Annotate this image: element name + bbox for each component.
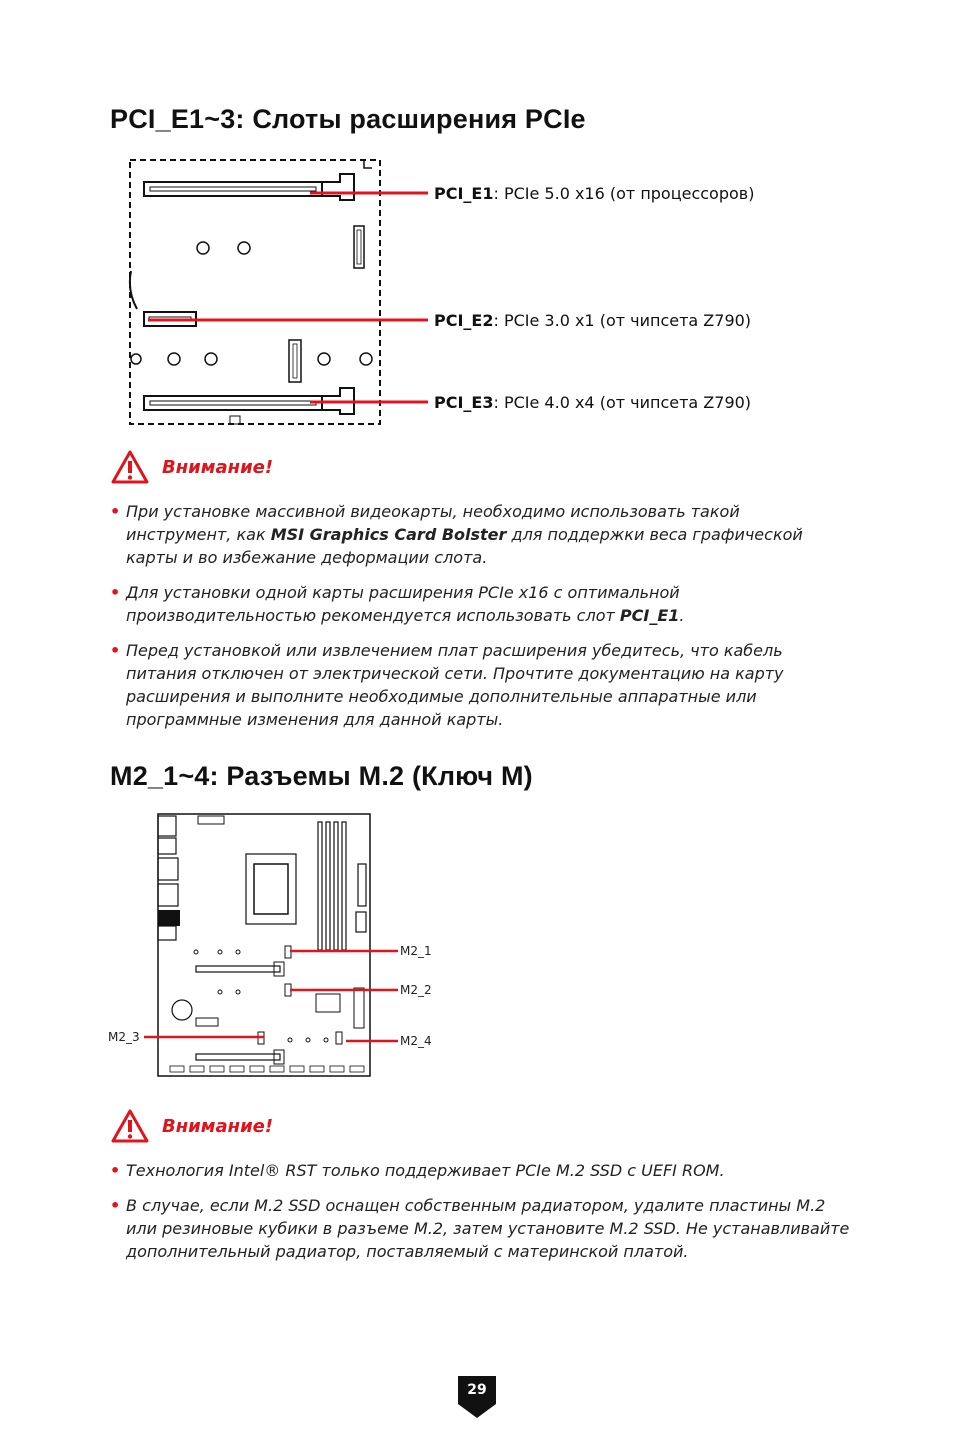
list-item [110, 1159, 850, 1182]
label-pci-e2 [434, 311, 751, 330]
item-bold: MSI Graphics Card Bolster [270, 525, 507, 544]
item-text: При установке массивной видеокарты, необходимо использовать такой инструмент, как [126, 502, 740, 544]
label-pci-e2-desc: : PCIe 3.0 x1 (от чипсета Z790) [493, 311, 752, 330]
item-text: Технология Intel® RST только поддерживает PCIe M.2 SSD с UEFI ROM. [126, 1161, 725, 1180]
page-number: 29 [467, 1382, 487, 1398]
label-m2-4: M2_4 [400, 1034, 432, 1048]
m2-leader-lines [140, 940, 400, 1050]
list-item [110, 500, 830, 569]
warning-header-1 [110, 449, 273, 485]
item-bold: PCI_E1 [619, 606, 680, 625]
label-pci-e1-name: PCI_E1 [434, 184, 494, 203]
warning-icon [110, 1108, 150, 1144]
warning-list-2 [110, 1159, 850, 1275]
label-m2-1: M2_1 [400, 944, 432, 958]
label-m2-2: M2_2 [400, 983, 432, 997]
label-pci-e2-name: PCI_E2 [434, 311, 494, 330]
label-pci-e1 [434, 184, 754, 203]
pcie-leader-lines [140, 186, 430, 412]
item-text: Перед установкой или извлечением плат расширения убедитесь, что кабель питания отключен от электрической сети. Прочтите документацию на карту расширения и выполните необходимые дополнительные аппаратные или программные изменения для данной карты. [126, 641, 784, 729]
item-text: Для установки одной карты расширения PCIe x16 с оптимальной производительностью рекомендуется использовать слот [126, 583, 680, 625]
label-pci-e3 [434, 393, 751, 412]
label-pci-e3-name: PCI_E3 [434, 393, 494, 412]
label-pci-e1-desc: : PCIe 5.0 x16 (от процессоров) [493, 184, 755, 203]
page-number-badge [456, 1374, 498, 1420]
warning-header-2 [110, 1108, 273, 1144]
list-item [110, 581, 830, 627]
section-title-m2: M2_1~4: Разъемы M.2 (Ключ M) [110, 761, 533, 791]
warning-icon [110, 449, 150, 485]
warning-list-1 [110, 500, 830, 743]
item-text: . [679, 606, 685, 625]
section-title-pcie: PCI_E1~3: Слоты расширения PCIe [110, 104, 586, 134]
label-m2-3: M2_3 [108, 1030, 140, 1044]
warning-title-2: Внимание! [162, 1115, 274, 1137]
list-item [110, 1194, 850, 1263]
item-text: для поддержки веса графической карты и во избежание деформации слота. [126, 525, 803, 567]
warning-title-1: Внимание! [162, 456, 274, 478]
label-pci-e3-desc: : PCIe 4.0 x4 (от чипсета Z790) [493, 393, 752, 412]
item-text: В случае, если M.2 SSD оснащен собственным радиатором, удалите пластины M.2 или резиновые кубики в разъеме M.2, затем установите M.2 SSD. Не устанавливайте дополнительный радиатор, поставляемый с материнской платой. [126, 1196, 850, 1261]
list-item [110, 639, 830, 731]
